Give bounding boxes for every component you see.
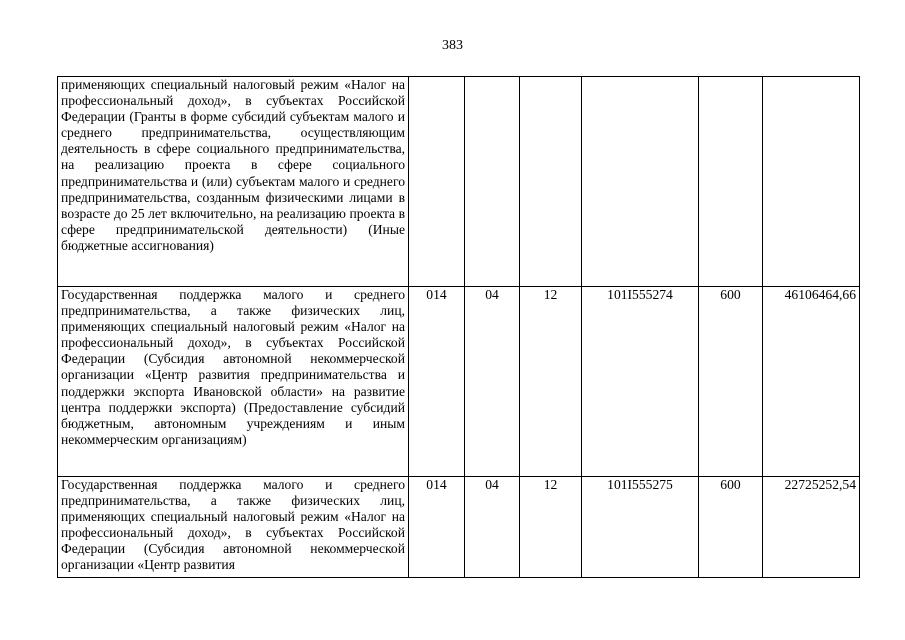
- row-description: применяющих специальный налоговый режим «Налог на профессиональный доход», в субъектах Российской Федерации (Гранты в форме субсидий субъектам малого и среднего предпринимательства, осуществляющим деятельность в сфере социального предпринимательства, на реализацию проекта в сфере социального предпринимательства и (или) субъектам малого и среднего предпринимательства, созданным физическими лицами в возрасте до 25 лет включительно, на реализацию проекта в сфере предпринимательской деятельности) (Иные бюджетные ассигнования): [58, 77, 409, 287]
- ministry-code-cell: [409, 77, 465, 287]
- amount-cell: 46106464,66: [763, 287, 860, 477]
- section-code-cell: 04: [465, 287, 520, 477]
- target-article-cell: [582, 77, 699, 287]
- table-row: [58, 287, 860, 477]
- expense-type-cell: 600: [699, 287, 763, 477]
- table-row: [58, 477, 860, 578]
- target-article-cell: 101I555275: [582, 477, 699, 578]
- amount-cell: 22725252,54: [763, 477, 860, 578]
- target-article-cell: 101I555274: [582, 287, 699, 477]
- section-code-cell: [465, 77, 520, 287]
- row-description: Государственная поддержка малого и среднего предпринимательства, а также физических лиц, применяющих специальный налоговый режим «Налог на профессиональный доход», в субъектах Российской Федерации (Субсидия автономной некоммерческой организации «Центр развития предпринимательства и поддержки экспорта Ивановской области» на развитие центра поддержки экспорта) (Предоставление субсидий бюджетным, автономным учреждениям и иным некоммерческим организациям): [58, 287, 409, 477]
- ministry-code-cell: 014: [409, 477, 465, 578]
- budget-table: [57, 76, 860, 578]
- amount-cell: [763, 77, 860, 287]
- expense-type-cell: [699, 77, 763, 287]
- table-row: [58, 77, 860, 287]
- subsection-code-cell: 12: [520, 477, 582, 578]
- expense-type-cell: 600: [699, 477, 763, 578]
- row-description: Государственная поддержка малого и среднего предпринимательства, а также физических лиц, применяющих специальный налоговый режим «Налог на профессиональный доход», в субъектах Российской Федерации (Субсидия автономной некоммерческой организации «Центр развития: [58, 477, 409, 578]
- section-code-cell: 04: [465, 477, 520, 578]
- page-number: 383: [442, 38, 463, 53]
- subsection-code-cell: [520, 77, 582, 287]
- subsection-code-cell: 12: [520, 287, 582, 477]
- ministry-code-cell: 014: [409, 287, 465, 477]
